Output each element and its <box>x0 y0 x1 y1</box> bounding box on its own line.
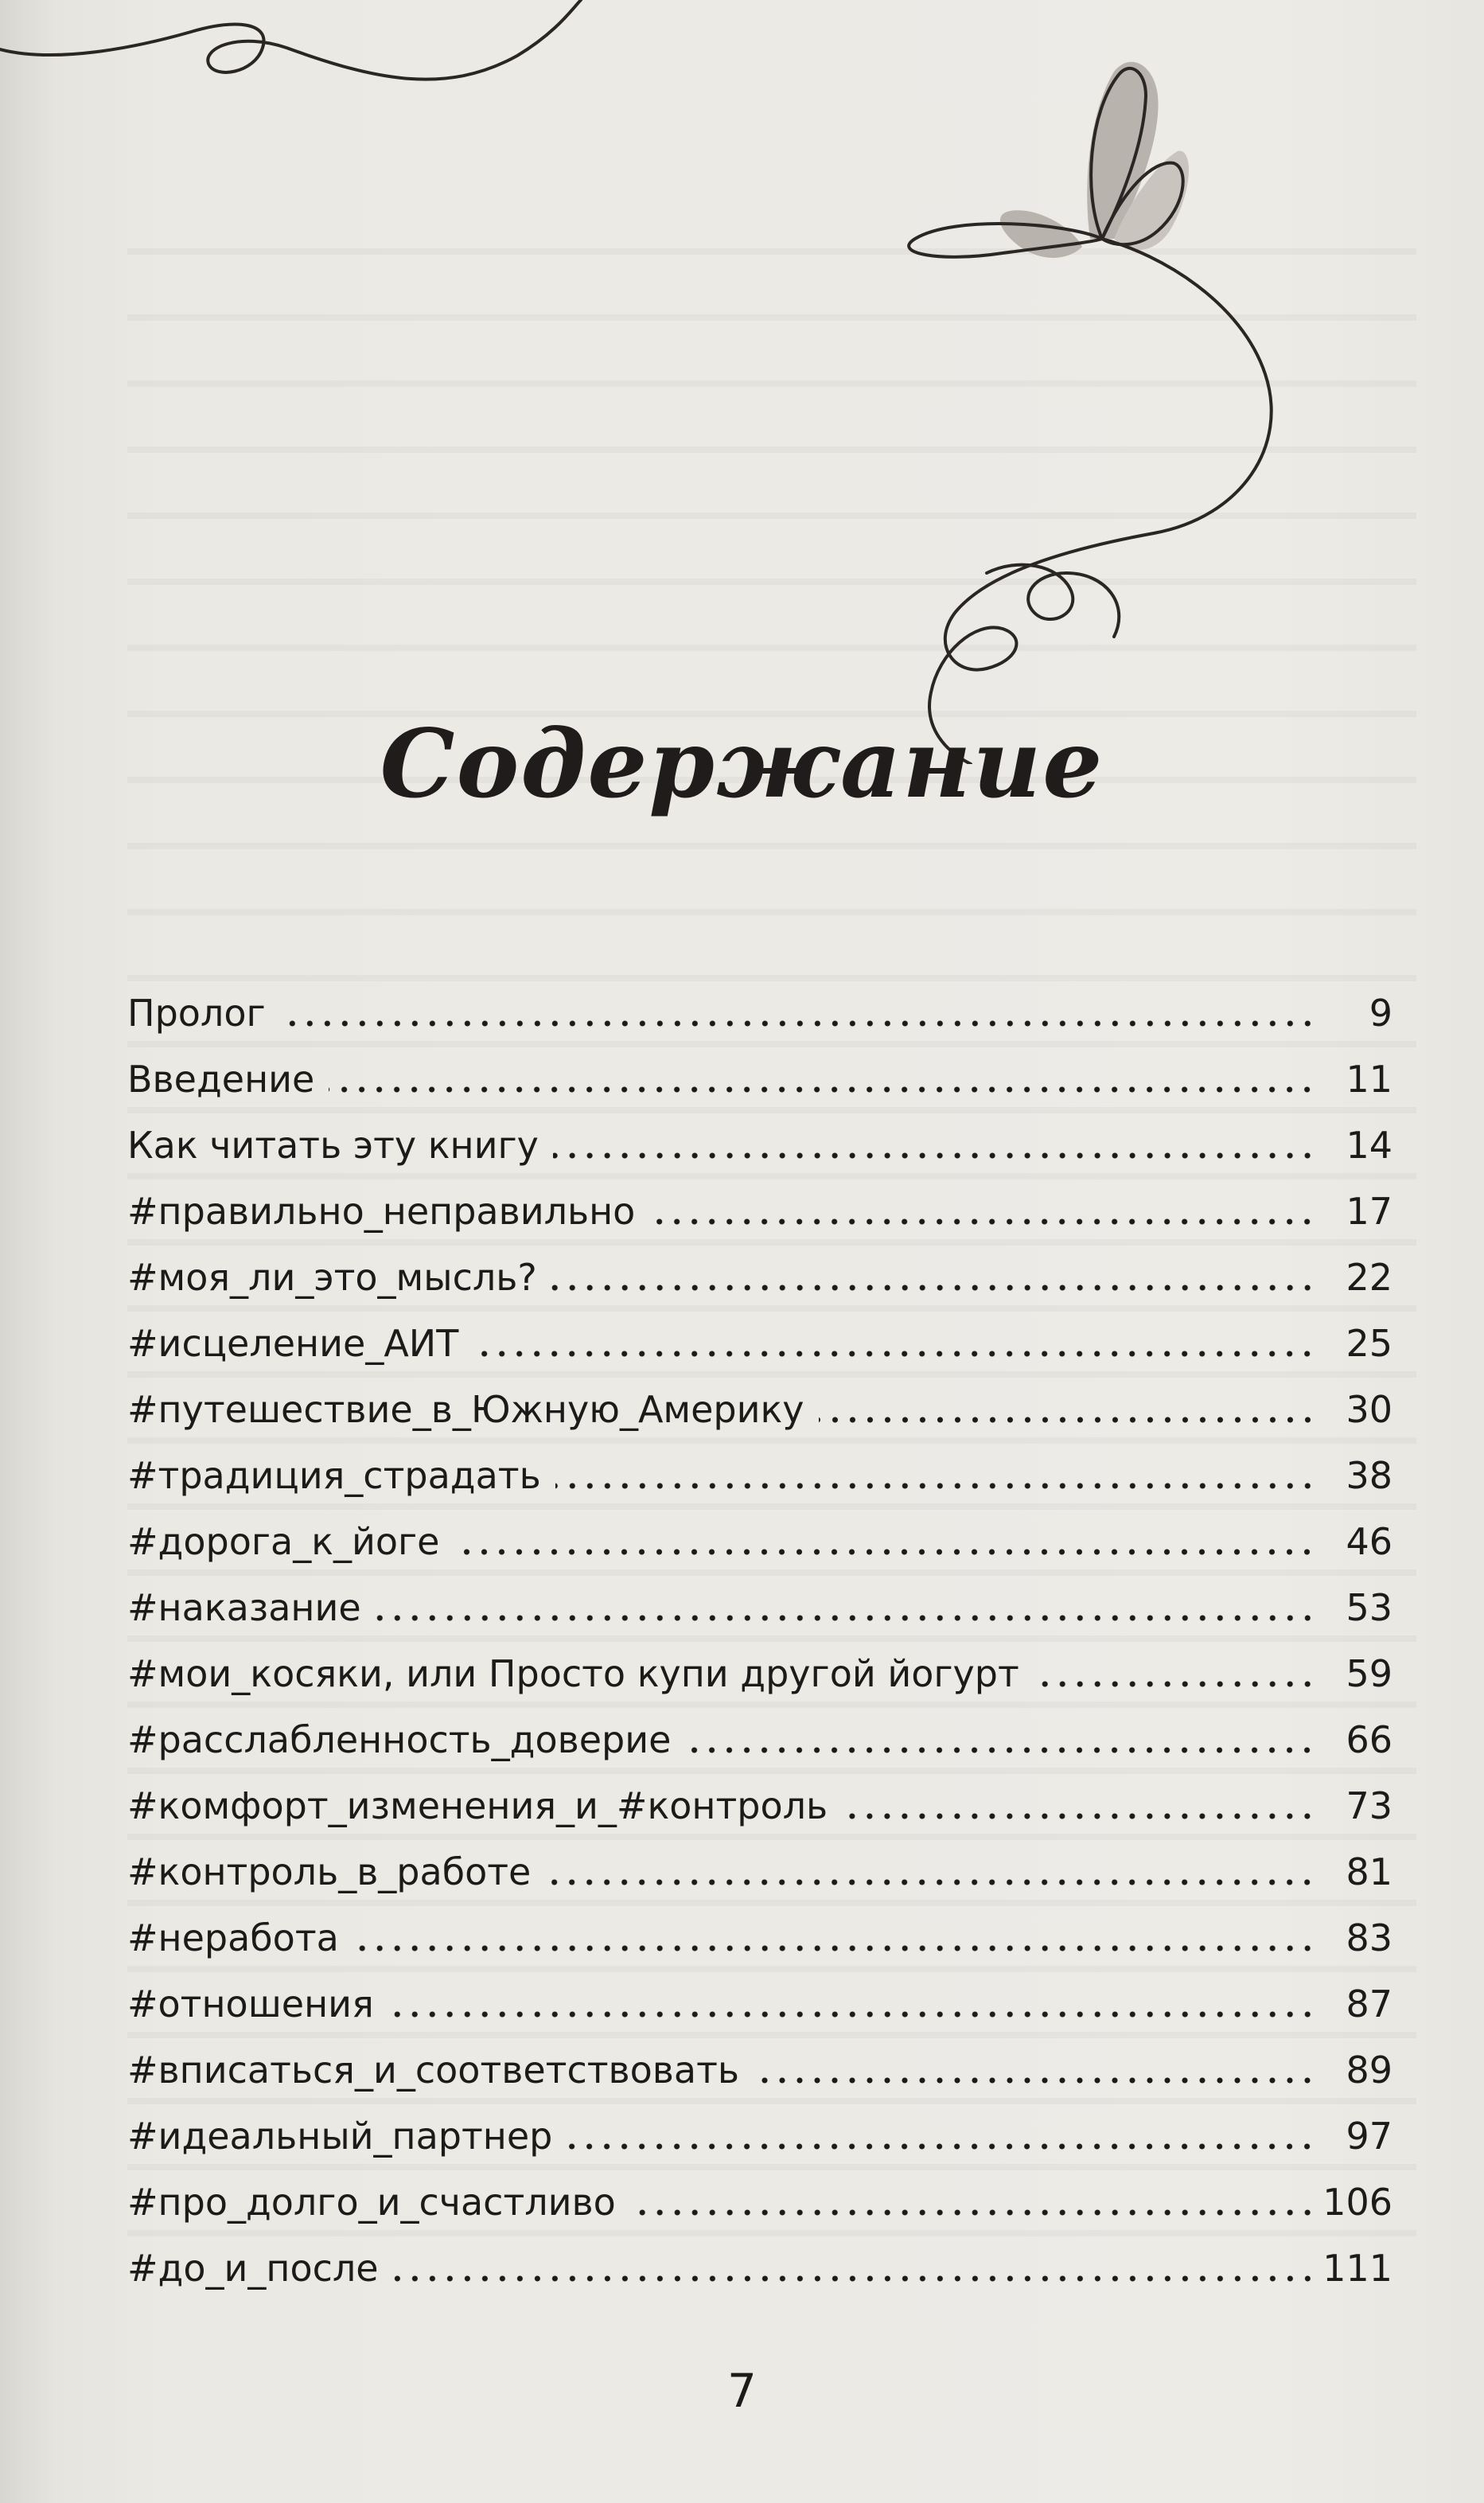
toc-dot-leader <box>553 1152 1316 1160</box>
toc-item-label: #путешествие_в_Южную_Америку <box>127 1388 804 1431</box>
toc-item-page: 59 <box>1346 1652 1392 1695</box>
toc-item-page: 30 <box>1346 1388 1392 1431</box>
toc-item <box>127 1905 1392 1971</box>
toc-item-label: #правильно_неправильно <box>127 1190 636 1233</box>
toc-item-label: #мои_косяки, или Просто купи другой йогурт <box>127 1652 1019 1695</box>
toc-item <box>127 1641 1392 1707</box>
toc-dot-leader <box>819 1416 1316 1424</box>
toc-item-label: Как читать эту книгу <box>127 1124 539 1167</box>
toc-dot-leader <box>630 2209 1316 2216</box>
toc-item <box>127 2103 1392 2170</box>
toc-item-label: #неработа <box>127 1916 339 1959</box>
toc-item-label: #дорога_к_йоге <box>127 1520 440 1563</box>
toc-item-label: #комфорт_изменения_и_#контроль <box>127 1784 828 1827</box>
toc-item-page: 46 <box>1346 1520 1392 1563</box>
toc-dot-leader <box>649 1218 1316 1226</box>
toc-item <box>127 1707 1392 1773</box>
toc-item-page: 87 <box>1346 1983 1392 2025</box>
toc-item-page: 106 <box>1322 2181 1392 2224</box>
toc-item-page: 81 <box>1346 1850 1392 1893</box>
toc-item <box>127 1113 1392 1179</box>
toc-item-page: 89 <box>1346 2049 1392 2092</box>
toc-item-page: 17 <box>1346 1190 1392 1233</box>
toc-item-page: 73 <box>1346 1784 1392 1827</box>
toc-dot-leader <box>567 2142 1316 2150</box>
toc-item-page: 22 <box>1346 1256 1392 1299</box>
toc-dot-leader <box>393 2275 1316 2283</box>
toc-item-page: 14 <box>1346 1124 1392 1167</box>
toc-item-page: 111 <box>1322 2247 1392 2290</box>
toc-item-page: 11 <box>1346 1058 1392 1101</box>
toc-item <box>127 2236 1392 2302</box>
toc-item-page: 38 <box>1346 1454 1392 1497</box>
toc-item-page: 66 <box>1346 1718 1392 1761</box>
toc-item <box>127 1971 1392 2037</box>
toc-dot-leader <box>454 1548 1316 1556</box>
toc-item <box>127 1179 1392 1245</box>
toc-item <box>127 2037 1392 2103</box>
toc-item-label: #наказание <box>127 1586 361 1629</box>
toc-item <box>127 1047 1392 1113</box>
toc-dot-leader <box>685 1746 1316 1754</box>
toc-item-page: 97 <box>1346 2115 1392 2158</box>
toc-dot-leader <box>329 1086 1316 1094</box>
toc-item-label: #традиция_страдать <box>127 1454 541 1497</box>
toc-dot-leader <box>376 1614 1316 1622</box>
toc-item-label: #исцеление_АИТ <box>127 1322 459 1365</box>
toc-item <box>127 1575 1392 1641</box>
toc-item-label: #идеальный_партнер <box>127 2115 553 2158</box>
toc-item-label: #моя_ли_это_мысль? <box>127 1256 537 1299</box>
toc-item-label: Пролог <box>127 992 266 1035</box>
toc-item-label: Введение <box>127 1058 315 1101</box>
toc-dot-leader <box>280 1020 1316 1027</box>
swirl-ornament-icon <box>0 0 581 80</box>
toc-item-page: 9 <box>1369 992 1392 1035</box>
toc-dot-leader <box>1034 1680 1316 1688</box>
toc-item <box>127 981 1392 1047</box>
toc-item-page: 53 <box>1346 1586 1392 1629</box>
toc-item <box>127 1839 1392 1905</box>
page-title: Содержание <box>380 708 1104 819</box>
toc-item <box>127 1245 1392 1311</box>
toc-item-label: #про_долго_и_счастливо <box>127 2181 616 2224</box>
toc-item <box>127 1509 1392 1575</box>
toc-item <box>127 1443 1392 1509</box>
toc-item-page: 83 <box>1346 1916 1392 1959</box>
page-number: 7 <box>727 2364 757 2418</box>
toc-dot-leader <box>842 1812 1316 1820</box>
toc-item-label: #контроль_в_работе <box>127 1850 532 1893</box>
table-of-contents <box>127 981 1392 2302</box>
toc-dot-leader <box>473 1350 1316 1358</box>
toc-dot-leader <box>555 1482 1316 1490</box>
toc-item-label: #вписаться_и_соответствовать <box>127 2049 739 2092</box>
toc-item <box>127 1377 1392 1443</box>
toc-dot-leader <box>551 1284 1316 1292</box>
toc-dot-leader <box>388 2010 1316 2018</box>
toc-item-label: #до_и_после <box>127 2247 379 2290</box>
toc-item-label: #отношения <box>127 1983 374 2025</box>
toc-dot-leader <box>754 2076 1316 2084</box>
toc-item <box>127 1311 1392 1377</box>
toc-item-label: #расслабленность_доверие <box>127 1718 672 1761</box>
toc-item <box>127 2170 1392 2236</box>
toc-dot-leader <box>353 1944 1316 1952</box>
toc-item <box>127 1773 1392 1839</box>
butterfly-ornament-icon <box>0 0 1484 764</box>
toc-item-page: 25 <box>1346 1322 1392 1365</box>
toc-dot-leader <box>545 1878 1316 1886</box>
